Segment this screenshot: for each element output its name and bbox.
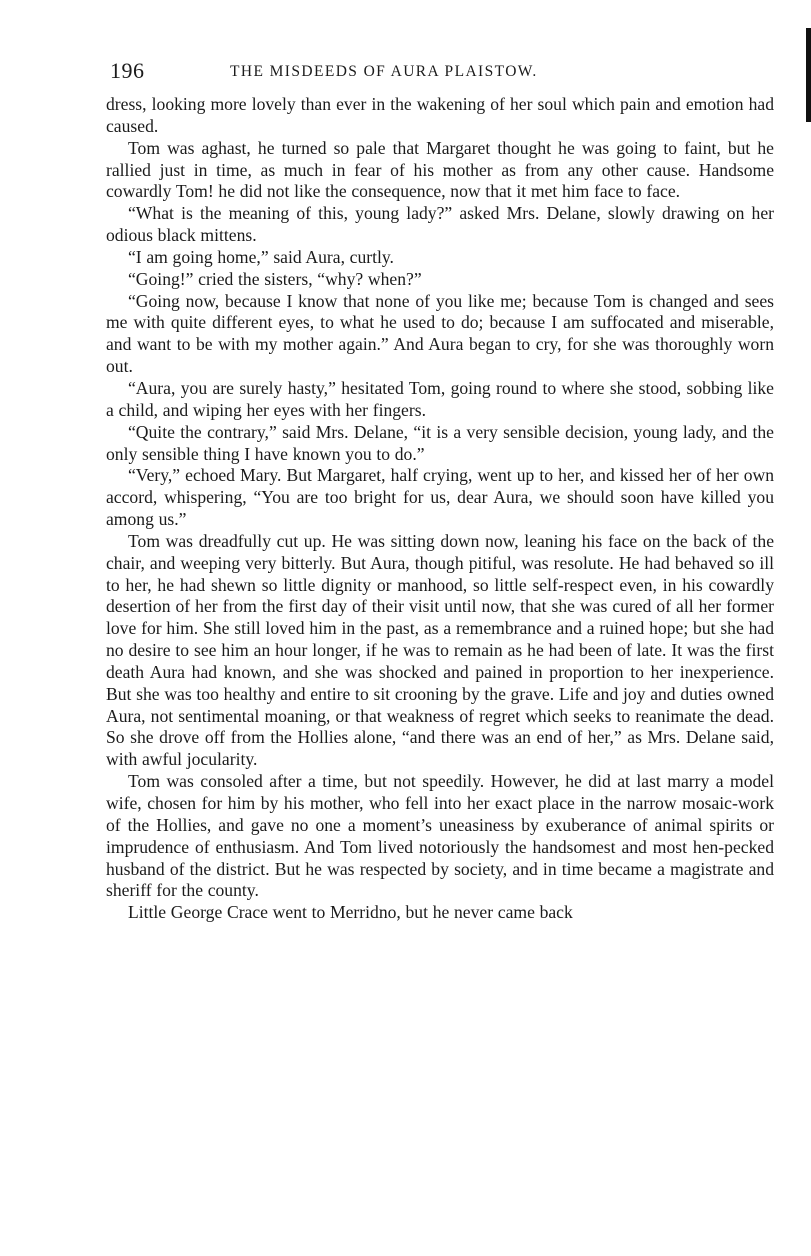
paragraph: “Aura, you are surely hasty,” hesitated Tom, going round to where she stood, sobbing like a child, and wiping her eyes with her fingers.: [106, 377, 774, 420]
paragraph: “Quite the contrary,” said Mrs. Delane, “it is a very sensible decision, young lady, and the only sensible thing I have known you to do.”: [106, 421, 774, 464]
body-text: [106, 94, 774, 924]
paragraph: “I am going home,” said Aura, curtly.: [128, 246, 394, 267]
running-head: [106, 58, 774, 94]
page-number: 196: [110, 58, 145, 83]
paragraph: Tom was consoled after a time, but not speedily. However, he did at last marry a model wife, chosen for him by his mother, who fell into her exact place in the narrow mosaic-work of the Hollies, and gave no one a moment’s uneasiness by exuberance of animal spirits or imprudence of enthusiasm. And Tom lived notoriously the handsomest and most hen-pecked husband of the district. But he was respected by society, and in time became a magistrate and sheriff for the county.: [106, 771, 774, 901]
page-edge-shadow: [806, 28, 811, 122]
paragraph: “Very,” echoed Mary. But Margaret, half crying, went up to her, and kissed her of her own accord, whispering, “You are too bright for us, dear Aura, we should soon have killed you among us.”: [106, 465, 774, 530]
paragraph: dress, looking more lovely than ever in the wakening of her soul which pain and emotion had caused.: [106, 94, 774, 136]
running-title: THE MISDEEDS OF AURA PLAISTOW.: [230, 63, 538, 80]
paragraph-last: Little George Crace went to Merridno, but he never came back: [128, 902, 573, 923]
paragraph: Tom was dreadfully cut up. He was sitting down now, leaning his face on the back of the chair, and weeping very bitterly. But Aura, though pitiful, was resolute. He had behaved so ill to her, he had shewn so little dignity or manhood, so little self-respect even, in his cowardly desertion of her from the first day of their visit until now, that she was cured of all her former love for him. She still loved him in the past, as a remembrance and a ruined hope; but she had no desire to see him an hour longer, if he was to remain as he had been of late. It was the first death Aura had known, and she was shocked and pained in proportion to her inexperience. But she was too healthy and entire to sit crooning by the grave. Life and joy and duties owned Aura, not sentimental moaning, or that weakness of regret which seeks to reanimate the dead. So she drove off from the Hollies alone, “and there was an end of her,” as Mrs. Delane said, with awful jocularity.: [106, 530, 774, 770]
paragraph: “What is the meaning of this, young lady?” asked Mrs. Delane, slowly drawing on her odious black mittens.: [106, 203, 774, 246]
paragraph: “Going now, because I know that none of you like me; because Tom is changed and sees me with quite different eyes, to what he used to do; because I am suffocated and miserable, and want to be with my mother again.” And Aura began to cry, for she was thoroughly worn out.: [106, 290, 774, 377]
book-page: [106, 58, 774, 924]
paragraph: “Going!” cried the sisters, “why? when?”: [128, 268, 422, 289]
paragraph: Tom was aghast, he turned so pale that Margaret thought he was going to faint, but he rallied just in time, as much in fear of his mother as from any other cause. Handsome cowardly Tom! he did not like the consequence, now that it met him face to face.: [106, 137, 774, 202]
